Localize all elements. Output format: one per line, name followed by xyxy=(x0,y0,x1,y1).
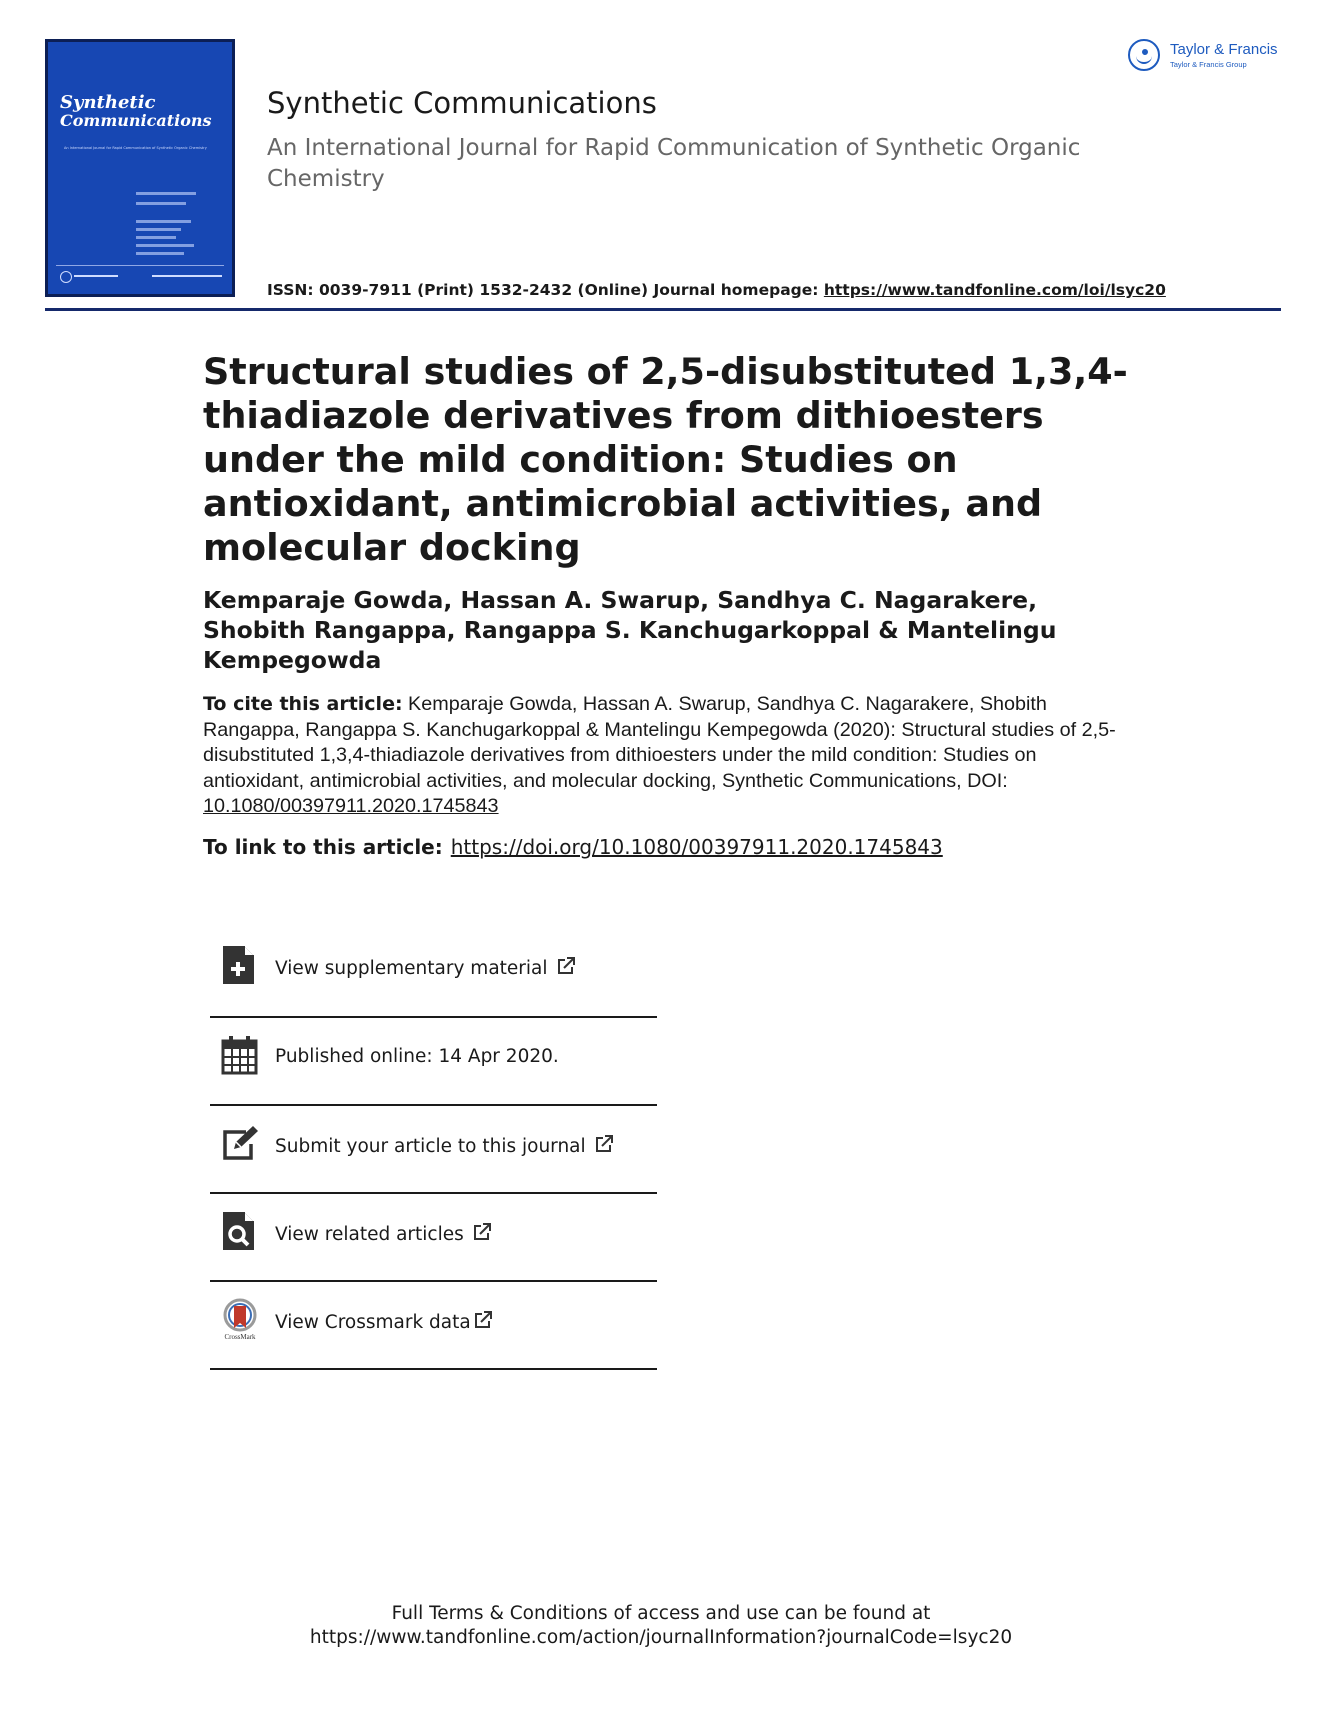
submit-article-link[interactable] xyxy=(210,1106,657,1194)
external-link-icon xyxy=(472,1222,492,1242)
cover-title-line2: Communications xyxy=(60,110,212,130)
citation-block xyxy=(203,692,1143,820)
taylor-francis-logo-icon xyxy=(1128,39,1160,71)
journal-title: Synthetic Communications xyxy=(267,86,657,120)
published-online-row xyxy=(210,1018,657,1106)
footer-terms-line: Full Terms & Conditions of access and use can be found at xyxy=(391,1603,931,1624)
publisher-name: Taylor & Francis xyxy=(1170,41,1278,58)
footer xyxy=(0,1602,1322,1650)
cover-text-line xyxy=(136,244,194,247)
journal-cover-image xyxy=(45,39,235,297)
publisher-group: Taylor & Francis Group xyxy=(1170,60,1247,69)
publisher-logo[interactable] xyxy=(1128,39,1288,75)
cover-subtitle: An International Journal for Rapid Communication of Synthetic Organic Chemistry xyxy=(64,146,207,150)
article-link-label: To link to this article: xyxy=(203,835,443,859)
cover-footer xyxy=(56,265,224,286)
calendar-icon xyxy=(220,1034,260,1076)
action-label: Submit your article to this journal xyxy=(275,1134,614,1157)
footer-terms-url[interactable]: https://www.tandfonline.com/action/journalInformation?journalCode=lsyc20 xyxy=(309,1627,1013,1648)
issn-text: ISSN: 0039-7911 (Print) 1532-2432 (Online) Journal homepage: xyxy=(267,281,824,299)
file-search-icon xyxy=(220,1210,260,1252)
action-label: View related articles xyxy=(275,1222,492,1245)
edit-icon xyxy=(220,1122,260,1164)
article-doi-link[interactable]: https://doi.org/10.1080/00397911.2020.1745843 xyxy=(450,835,943,859)
article-link-line xyxy=(203,835,943,859)
crossmark-icon-text: CrossMark xyxy=(224,1333,256,1340)
cover-text-line xyxy=(136,220,191,223)
header-divider xyxy=(45,308,1281,311)
view-crossmark-data-link[interactable] xyxy=(210,1282,657,1370)
cover-text-line xyxy=(136,228,181,231)
action-label: View supplementary material xyxy=(275,956,576,979)
article-authors: Kemparaje Gowda, Hassan A. Swarup, Sandhya C. Nagarakere, Shobith Rangappa, Rangappa S. Kanchugarkoppal & Mantelingu Kempegowda xyxy=(203,586,1057,674)
citation-label: To cite this article: xyxy=(203,693,403,715)
cover-title xyxy=(60,94,212,130)
cover-publisher-logo-icon xyxy=(60,271,72,283)
external-link-icon xyxy=(556,956,576,976)
file-plus-icon xyxy=(220,944,260,986)
cover-title-line1: Synthetic xyxy=(60,92,156,113)
published-online-label: Published online: 14 Apr 2020. xyxy=(275,1046,559,1067)
cover-text-line xyxy=(136,202,186,205)
journal-homepage-link[interactable]: https://www.tandfonline.com/loi/lsyc20 xyxy=(823,281,1166,299)
action-label: View Crossmark data xyxy=(275,1310,493,1333)
external-link-icon xyxy=(594,1134,614,1154)
citation-doi-link[interactable]: 10.1080/00397911.2020.1745843 xyxy=(203,795,499,818)
crossmark-icon xyxy=(220,1298,260,1340)
issn-line xyxy=(267,281,1166,299)
citation-text: Kemparaje Gowda, Hassan A. Swarup, Sandhya C. Nagarakere, Shobith Rangappa, Rangappa S. Kanchugarkoppal & Mantelingu Kempegowda (2020): Structural studies of 2,5-disubstituted 1,3,4-thiadiazole derivatives from dithioesters under the mild condition: Studies on antioxidant, antimicrobial activities, and molecular docking, Synthetic Communications, DOI: xyxy=(203,693,1116,792)
view-supplementary-material-link[interactable] xyxy=(210,928,657,1018)
cover-text-line xyxy=(136,252,184,255)
article-title: Structural studies of 2,5-disubstituted 1,3,4-thiadiazole derivatives from dithioesters under the mild condition: Studies on antioxidant, antimicrobial activities, and molecular docking xyxy=(203,350,1128,569)
journal-subtitle: An International Journal for Rapid Communication of Synthetic Organic Chemistry xyxy=(267,135,1081,192)
external-link-icon xyxy=(473,1310,493,1330)
view-related-articles-link[interactable] xyxy=(210,1194,657,1282)
cover-text-line xyxy=(136,192,196,195)
cover-text-line xyxy=(136,236,176,239)
article-actions-list xyxy=(210,928,657,1370)
